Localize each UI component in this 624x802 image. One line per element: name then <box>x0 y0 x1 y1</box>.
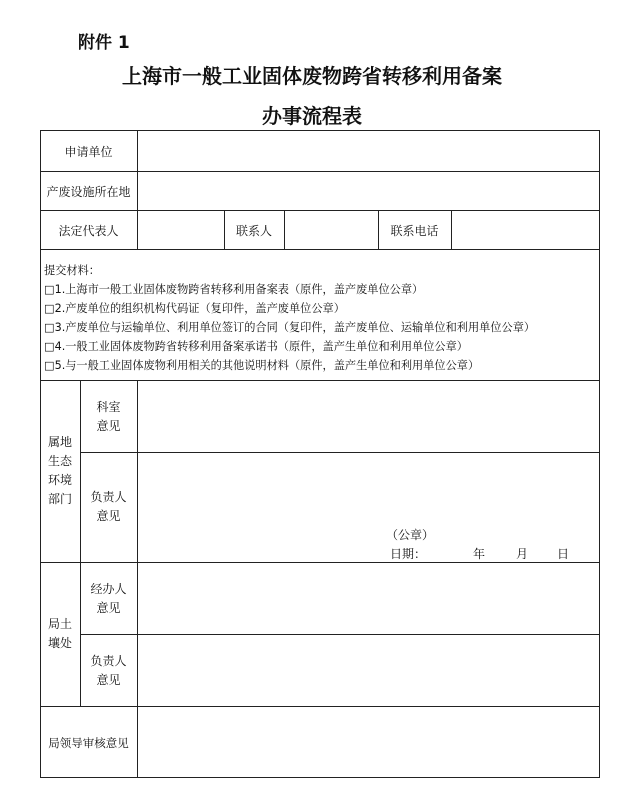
handler-opinion-label: 经办人 意见 <box>90 582 127 615</box>
year-label: 年 <box>473 547 486 561</box>
attachment-label: 附件 1 <box>78 33 130 53</box>
material-item-1[interactable]: □1.上海市一般工业固体废物跨省转移利用备案表（原件，盖产废单位公章） <box>44 283 424 296</box>
local-dept-label: 属地 生态 环境 部门 <box>47 435 72 506</box>
phone-input[interactable] <box>452 211 599 249</box>
handler-opinion-input[interactable] <box>138 563 599 634</box>
leader-review-input[interactable] <box>138 707 599 777</box>
head-opinion-label: 负责人 意见 <box>90 490 127 523</box>
contact-input[interactable] <box>285 211 378 249</box>
row-divider <box>40 249 600 250</box>
phone-label: 联系电话 <box>390 224 439 238</box>
materials-title: 提交材料： <box>44 264 100 277</box>
seal-label: （公章） <box>386 528 435 542</box>
month-label: 月 <box>516 547 529 561</box>
page-title: 上海市一般工业固体废物跨省转移利用备案 <box>122 64 502 88</box>
date-label: 日期： <box>390 547 427 561</box>
table-bottom-border <box>40 777 600 778</box>
contact-label: 联系人 <box>235 224 272 238</box>
leader-review-label: 局领导审核意见 <box>48 736 129 750</box>
material-item-3[interactable]: □3.产废单位与运输单位、利用单位签订的合同（复印件，盖产废单位、运输单位和利用单位公章） <box>44 321 536 334</box>
day-label: 日 <box>557 547 570 561</box>
head-opinion-input[interactable] <box>138 453 599 562</box>
section-opinion-input[interactable] <box>138 381 599 452</box>
soil-head-opinion-input[interactable] <box>138 635 599 706</box>
soil-dept-label: 局土 壤处 <box>47 617 72 650</box>
legal-rep-input[interactable] <box>138 211 224 249</box>
section-opinion-label: 科室 意见 <box>96 400 121 433</box>
soil-head-opinion-label: 负责人 意见 <box>90 654 127 687</box>
facility-location-input[interactable] <box>138 172 599 210</box>
material-item-2[interactable]: □2.产废单位的组织机构代码证（复印件，盖产废单位公章） <box>44 302 345 315</box>
material-item-5[interactable]: □5.与一般工业固体废物利用相关的其他说明材料（原件，盖产生单位和利用单位公章） <box>44 359 480 372</box>
facility-location-label: 产废设施所在地 <box>46 185 131 199</box>
page-subtitle: 办事流程表 <box>262 104 362 128</box>
material-item-4[interactable]: □4.一般工业固体废物跨省转移利用备案承诺书（原件，盖产生单位和利用单位公章） <box>44 340 468 353</box>
table-right-border <box>599 130 600 778</box>
legal-rep-label: 法定代表人 <box>58 224 119 238</box>
applicant-input[interactable] <box>138 131 599 171</box>
applicant-label: 申请单位 <box>64 145 113 159</box>
